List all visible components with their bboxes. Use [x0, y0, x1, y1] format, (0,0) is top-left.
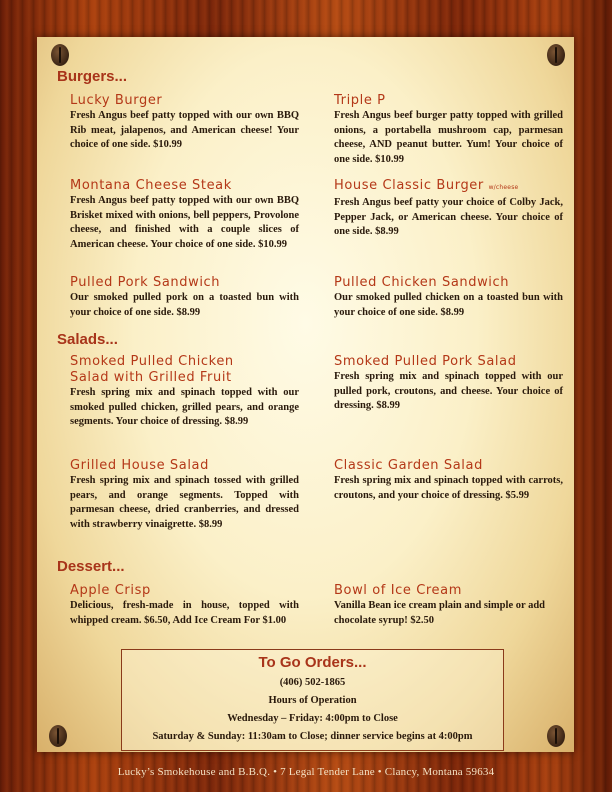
menu-item-bowl-of-ice-cream	[334, 583, 563, 628]
menu-item-pulled-pork-sandwich	[70, 275, 299, 320]
menu-item-smoked-pulled-pork-salad	[334, 354, 563, 414]
item-name: Classic Garden Salad	[334, 458, 483, 473]
item-name: Smoked Pulled Pork Salad	[334, 354, 517, 369]
section-heading-dessert: Dessert...	[57, 558, 125, 575]
item-description: Fresh spring mix and spinach topped with carrots, croutons, and your choice of dressing. $5.99	[334, 475, 563, 501]
item-description: Fresh Angus beef patty your choice of Colby Jack, Pepper Jack, or American cheese. Your choice of one side. $8.99	[334, 197, 563, 237]
menu-item-lucky-burger	[70, 93, 299, 153]
item-description: Fresh Angus beef patty topped with our own BBQ Rib meat, jalapenos, and American cheese! Your choice of one side. $10.99	[70, 110, 299, 150]
section-heading-salads: Salads...	[57, 331, 118, 348]
coffee-bean-icon	[51, 44, 69, 66]
footer-address: Lucky’s Smokehouse and B.B.Q. • 7 Legal Tender Lane • Clancy, Montana 59634	[117, 766, 495, 778]
item-description: Fresh spring mix and spinach topped with our smoked pulled chicken, grilled pears, and orange segments. Your choice of dressing. $8.99	[70, 387, 299, 427]
item-description: Our smoked pulled chicken on a toasted bun with your choice of one side. $8.99	[334, 292, 563, 318]
item-name: Apple Crisp	[70, 583, 151, 598]
coffee-bean-icon	[547, 725, 565, 747]
weekday-hours: Wednesday – Friday: 4:00pm to Close	[227, 713, 398, 724]
item-name: Bowl of Ice Cream	[334, 583, 462, 598]
to-go-orders-box	[121, 649, 504, 751]
hours-label: Hours of Operation	[268, 695, 357, 706]
item-name: Triple P	[334, 93, 386, 108]
item-name: Grilled House Salad	[70, 458, 209, 473]
item-name: Montana Cheese Steak	[70, 178, 232, 193]
item-description: Fresh Angus beef burger patty topped with grilled onions, a portabella mushroom cap, parmesan cheese, AND peanut butter. Yum! Your choice of one side. $10.99	[334, 110, 563, 165]
item-name: Pulled Pork Sandwich	[70, 275, 221, 290]
item-name: Smoked Pulled Chicken	[70, 354, 234, 369]
item-name-line-2: Salad with Grilled Fruit	[70, 370, 232, 385]
to-go-title: To Go Orders...	[258, 654, 367, 671]
menu-item-pulled-chicken-sandwich	[334, 275, 563, 320]
item-description: Fresh spring mix and spinach tossed with grilled pears, and orange segments. Topped with parmesan cheese, dried cranberries, and dressed with strawberry vinaigrette. $8.99	[70, 475, 299, 530]
item-description: Our smoked pulled pork on a toasted bun with your choice of one side. $8.99	[70, 292, 299, 318]
section-heading-burgers: Burgers...	[57, 68, 128, 85]
item-name	[334, 178, 563, 196]
item-description: Fresh spring mix and spinach topped with our pulled pork, croutons, and cheese. Your choice of dressing. $8.99	[334, 371, 563, 411]
item-name: Lucky Burger	[70, 93, 163, 108]
menu-item-house-classic-burger	[334, 178, 563, 240]
menu-item-smoked-pulled-chicken-salad	[70, 354, 299, 430]
phone-number: (406) 502-1865	[279, 677, 346, 688]
coffee-bean-icon	[49, 725, 67, 747]
item-name-note: w/cheese	[488, 184, 519, 191]
menu-item-grilled-house-salad	[70, 458, 299, 532]
menu-item-apple-crisp	[70, 583, 299, 628]
menu-item-triple-p	[334, 93, 563, 167]
item-description: Fresh Angus beef patty topped with our own BBQ Brisket mixed with onions, bell peppers, Provolone cheese, and finished with a couple slices of American cheese. Your choice of one side. $10.99	[70, 195, 299, 250]
menu-item-montana-cheese-steak	[70, 178, 299, 252]
item-name-text: House Classic Burger	[334, 178, 484, 193]
coffee-bean-icon	[547, 44, 565, 66]
weekend-hours: Saturday & Sunday: 11:30am to Close; dinner service begins at 4:00pm	[152, 731, 473, 742]
item-description: Delicious, fresh-made in house, topped with whipped cream. $6.50, Add Ice Cream For $1.00	[70, 600, 299, 626]
menu-item-classic-garden-salad	[334, 458, 563, 503]
item-description: Vanilla Bean ice cream plain and simple or add chocolate syrup! $2.50	[334, 600, 545, 626]
item-name: Pulled Chicken Sandwich	[334, 275, 510, 290]
